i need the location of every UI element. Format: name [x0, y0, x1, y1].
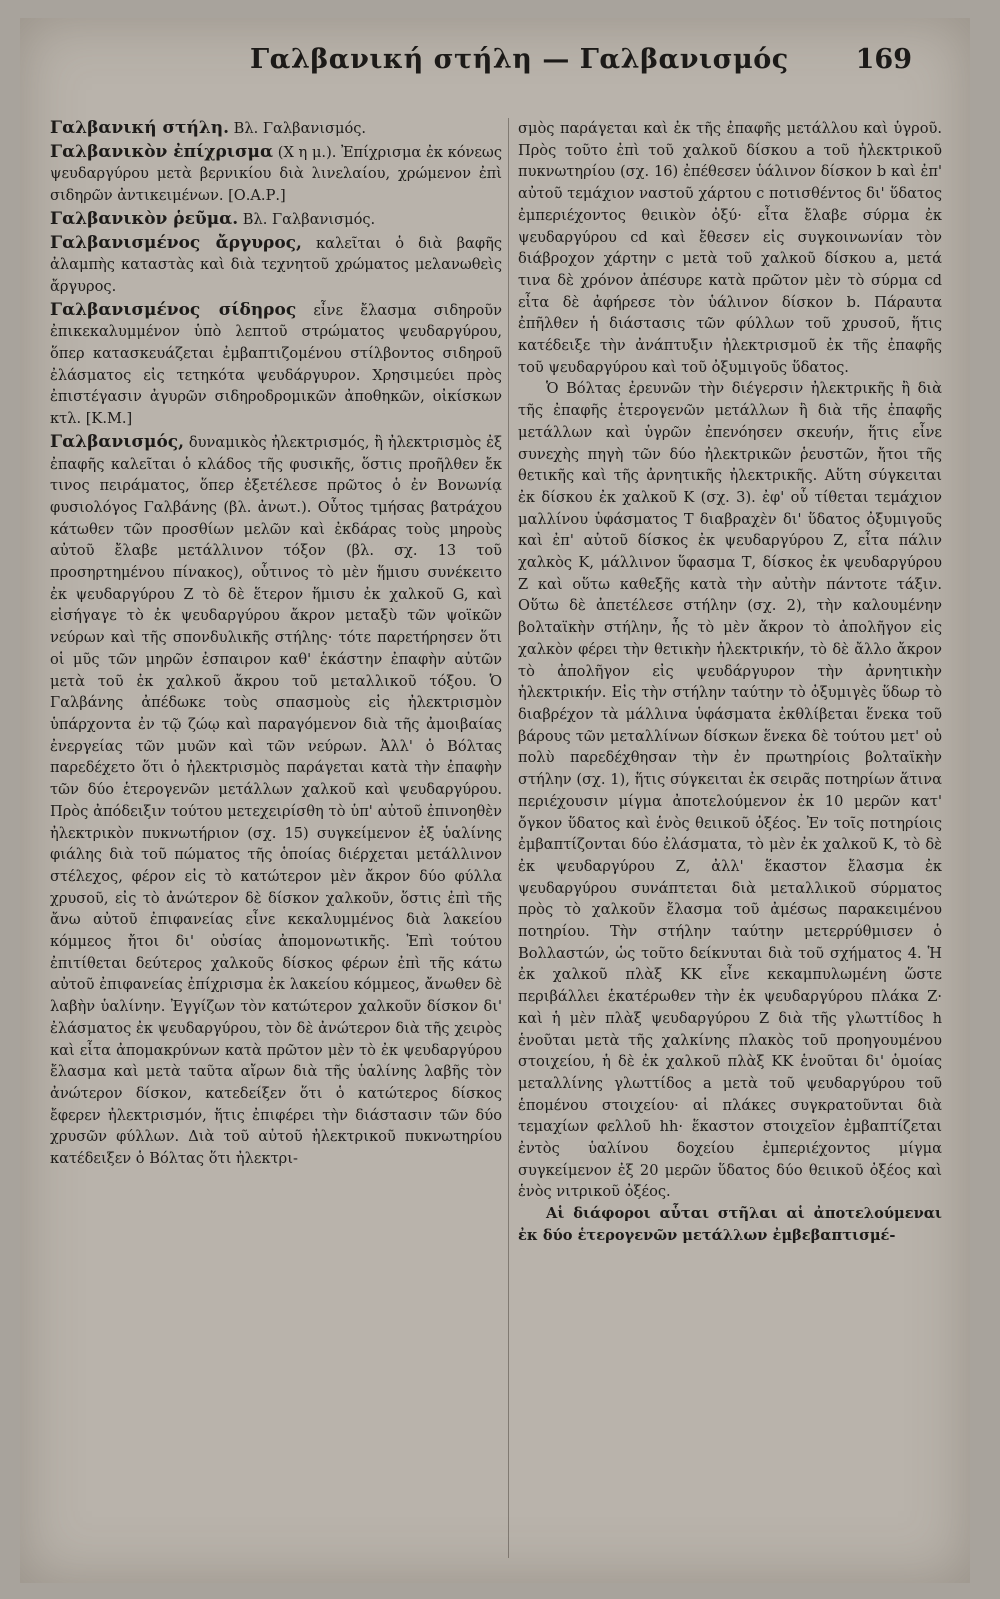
- column-divider: [508, 118, 509, 1558]
- entry-headword: Γαλβανισμένος ἄργυρος,: [50, 232, 302, 253]
- right-column: [518, 118, 942, 1247]
- body-paragraph: σμὸς παράγεται καὶ ἐκ τῆς ἐπαφῆς μετάλλου καὶ ὑγροῦ. Πρὸς τοῦτο ἐπὶ τοῦ χαλκοῦ δίσκου a τοῦ ἠλεκτρικοῦ πυκνωτηρίου (σχ. 16) ἐπέθεσεν ὑάλινον δίσκον b καὶ ἐπ' αὐτοῦ τεμάχιον ναστοῦ χάρτου c ποτισθέντος δι' ὕδατος ἐμπεριέχοντος θειικὸν ὀξύ· εἶτα ἔλαβε σύρμα ἐκ ψευδαργύρου cd καὶ ἔθεσεν εἰς συγκοινωνίαν τὸν διάβροχον χάρτην c μετὰ τοῦ χαλκοῦ δίσκου a, μετά τινα δὲ χρόνον ἀπέσυρε κατὰ πρῶτον μὲν τὸ σύρμα cd εἶτα δὲ ἀφήρεσε τὸν ὑάλινον δίσκον b. Πάραυτα ἐπῆλθεν ἡ διάστασις τῶν φύλλων τοῦ χρυσοῦ, ἥτις κατέδειξε τὴν ἀνάπτυξιν ἠλεκτρισμοῦ ἐκ τῆς ἐπαφῆς τοῦ ψευδαργύρου καὶ τοῦ ὀξυμιγοῦς ὕδατος.: [518, 120, 942, 376]
- entry-headword: Γαλβανική στήλη.: [50, 118, 230, 138]
- running-title: Γαλβανική στήλη — Γαλβανισμός: [250, 44, 789, 75]
- page-header: [20, 40, 970, 90]
- entry-galvanikon-epichrisma: [50, 142, 502, 207]
- entry-text: Βλ. Γαλβανισμός.: [242, 210, 376, 228]
- entry-text: εἶνε ἔλασμα σιδηροῦν ἐπικεκαλυμμένον ὑπὸ λεπτοῦ στρώματος ψευδαργύρου, ὅπερ κατασκευάζεται ἐμβαπτιζομένου στίλβοντος σιδηροῦ ἐλάσματος εἰς τετηκότα ψευδάργυρον. Χρησιμεύει πρὸς ἐπιστέγασιν ἀγυρῶν σιδηροδρομικῶν ἀποθηκῶν, οἰκίσκων κτλ. [Κ.Μ.]: [50, 301, 503, 428]
- entry-text: καλεῖται ὁ διὰ βαφῆς ἀλαμπὴς καταστὰς καὶ διὰ τεχνητοῦ χρώματος μελανωθεὶς ἄργυρος.: [50, 234, 503, 295]
- book-page: [20, 18, 970, 1583]
- entry-headword: Γαλβανικὸν ῥεῦμα.: [50, 208, 239, 229]
- entry-galvanikon-revma: [50, 209, 502, 231]
- entry-text: Βλ. Γαλβανισμός.: [233, 120, 367, 137]
- entry-galvaniki-stili: [50, 118, 502, 140]
- entry-galvanismos: [50, 432, 502, 1170]
- body-paragraph: Ὁ Βόλτας ἐρευνῶν τὴν διέγερσιν ἠλεκτρικῆς ἢ διὰ τῆς ἐπαφῆς ἑτερογενῶν μετάλλων ἢ διὰ τῆς ἐπαφῆς μετάλλων καὶ ὑγρῶν ἐπενόησεν σκευήν, ἥτις εἶνε συνεχὴς πηγὴ τῶν δύο ἠλεκτρικῶν ῥευστῶν, ἤτοι τῆς θετικῆς καὶ τῆς ἀρνητικῆς ἠλεκτρικῆς. Αὕτη σύγκειται ἐκ δίσκου ἐκ χαλκοῦ Κ (σχ. 3). ἐφ' οὗ τίθεται τεμάχιον μαλλίνου ὑφάσματος Τ διαβραχὲν δι' ὕδατος ὀξυμιγοῦς καὶ ἐπ' αὐτοῦ δίσκος ἐκ ψευδαργύρου Ζ, εἶτα πάλιν χαλκὸς Κ, μάλλινον ὕφασμα Τ, δίσκος ἐκ ψευδαργύρου Ζ καὶ οὕτω καθεξῆς κατὰ τὴν αὐτὴν πάντοτε τάξιν. Οὕτω δὲ ἀπετέλεσε στήλην (σχ. 2), τὴν καλουμένην βολταϊκὴν στήλην, ἧς τὸ μὲν ἄκρον τὸ ἀπολῆγον εἰς χαλκὸν φέρει τὴν θετικὴν ἠλεκτρικήν, τὸ δὲ ἄλλο ἄκρον τὸ ἀπολῆγον εἰς ψευδάργυρον τὴν ἀρνητικὴν ἠλεκτρικήν. Εἰς τὴν στήλην ταύτην τὸ ὀξυμιγὲς ὕδωρ τὸ διαβρέχον τὰ μάλλινα ὑφάσματα ἐκθλίβεται ἕνεκα τοῦ βάρους τῶν μεταλλίνων δίσκων ἕνεκα δὲ τούτου μετ' οὐ πολὺ παρεδέχθησαν τὴν ἐν πρωτηρίοις βολταϊκὴν στήλην (σχ. 1), ἥτις σύγκειται ἐκ σειρᾶς ποτηρίων ἅτινα περιέχουσιν μίγμα ἀποτελούμενον ἐκ 10 μερῶν κατ' ὄγκον ὕδατος καὶ ἑνὸς θειικοῦ ὀξέος. Ἐν τοῖς ποτηρίοις ἐμβαπτίζονται δύο ἐλάσματα, τὸ μὲν ἐκ χαλκοῦ Κ, τὸ δὲ ἐκ ψευδαργύρου Ζ, ἀλλ' ἕκαστον ἔλασμα ἐκ ψευδαργύρου συνάπτεται διὰ μεταλλικοῦ σύρματος πρὸς τὸ χαλκοῦν ἔλασμα τοῦ ἀμέσως παρακειμένου ποτηρίου. Τὴν στήλην ταύτην μετερρύθμισεν ὁ Βολλαστών, ὡς τοῦτο δείκνυται διὰ τοῦ σχήματος 4. Ἡ ἐκ χαλκοῦ πλὰξ ΚΚ εἶνε κεκαμπυλωμένη ὥστε περιβάλλει ἑκατέρωθεν τὴν ἐκ ψευδαργύρου πλάκα Ζ· καὶ ἡ μὲν πλὰξ ψευδαργύρου Ζ διὰ τῆς γλωττίδος h ἑνοῦται μετὰ τῆς χαλκίνης πλακὸς τοῦ προηγουμένου στοιχείου, ἡ δὲ ἐκ χαλκοῦ πλὰξ ΚΚ ἑνοῦται δι' ὁμοίας μεταλλίνης γλωττίδος a μετὰ τοῦ ψευδαργύρου τοῦ ἑπομένου στοιχείου· αἱ πλάκες συγκρατοῦνται διὰ τεμαχίων φελλοῦ hh· ἕκαστον στοιχεῖον ἐμβαπτίζεται ἐντὸς ὑαλίνου δοχείου ἐμπεριέχοντος μίγμα συγκείμενον ἐξ 20 μερῶν ὕδατος δύο θειικοῦ ὀξέος καὶ ἑνὸς νιτρικοῦ ὀξέος.: [518, 380, 942, 1201]
- closing-paragraph: Αἱ διάφοροι αὗται στῆλαι αἱ ἀποτελούμεναι ἐκ δύο ἑτερογενῶν μετάλλων ἐμβεβαπτισμέ-: [518, 1205, 942, 1244]
- page-number: 169: [855, 44, 912, 75]
- entry-text: (Χ η μ.). Ἐπίχρισμα ἐκ κόνεως ψευδαργύρου μετὰ βερνικίου διὰ λινελαίου, χρώμενον ἐπὶ σιδηρῶν ἀντικειμένων. [Ο.Α.Ρ.]: [50, 143, 502, 205]
- entry-headword: Γαλβανισμός,: [50, 431, 185, 452]
- left-column: [50, 118, 502, 1172]
- entry-headword: Γαλβανικὸν ἐπίχρισμα: [50, 141, 274, 162]
- entry-galvanismenos-sidiros: [50, 300, 502, 430]
- entry-galvanismenos-argyros: [50, 233, 502, 298]
- entry-headword: Γαλβανισμένος σίδηρος: [50, 299, 297, 320]
- entry-text: δυναμικὸς ἠλεκτρισμός, ἢ ἠλεκτρισμὸς ἐξ ἐπαφῆς καλεῖται ὁ κλάδος τῆς φυσικῆς, ὅστις προῆλθεν ἔκ τινος πειράματος, ὅπερ ἐξετέλεσε πρῶτος ὁ ἐν Βονωνίᾳ φυσιολόγος Γαλβάνης (βλ. ἀνωτ.). Οὗτος τμήσας βατράχου κάτωθεν τῶν προσθίων μελῶν καὶ ἐκδάρας τοὺς μηροὺς αὐτοῦ ἔλαβε μετάλλινον τόξον (βλ. σχ. 13 τοῦ προσηρτημένου πίνακος), οὗτινος τὸ μὲν ἥμισυ συνέκειτο ἐκ ψευδαργύρου Ζ τὸ δὲ ἕτερον ἥμισυ ἐκ χαλκοῦ G, καὶ εἰσήγαγε τὸ ἐκ ψευδαργύρου ἄκρον μεταξὺ τῶν ψοϊκῶν νεύρων καὶ τῆς σπονδυλικῆς στήλης· τότε παρετήρησεν ὅτι οἱ μῦς τῶν μηρῶν ἐσπαιρον καθ' ἑκάστην ἐπαφὴν αὐτῶν μετὰ τοῦ ἐκ χαλκοῦ ἄκρου τοῦ μεταλλικοῦ τόξου. Ὁ Γαλβάνης ἀπέδωκε τοὺς σπασμοὺς εἰς ἠλεκτρισμὸν ὑπάρχοντα ἐν τῷ ζώῳ καὶ παραγόμενον διὰ τῆς ἀμοιβαίας ἐνεργείας τῶν μυῶν καὶ τῶν νεύρων. Ἀλλ' ὁ Βόλτας παρεδέχετο ὅτι ὁ ἠλεκτρισμὸς παράγεται κατὰ τὴν ἐπαφὴν τῶν δύο ἑτερογενῶν μετάλλων χαλκοῦ καὶ ψευδαργύρου. Πρὸς ἀπόδειξιν τούτου μετεχειρίσθη τὸ ὑπ' αὐτοῦ ἐπινοηθὲν ἠλεκτρικὸν πυκνωτήριον (σχ. 15) συγκείμενον ἐξ ὑαλίνης φιάλης διὰ τοῦ πώματος τῆς ὁποίας διέρχεται μετάλλινον στέλεχος, φέρον εἰς τὸ κατώτερον μὲν ἄκρον δύο φύλλα χρυσοῦ, εἰς τὸ ἀνώτερον δὲ δίσκον χαλκοῦν, ὅστις ἐπὶ τῆς ἄνω αὐτοῦ ἐπιφανείας εἶνε κεκαλυμμένος διὰ λακείου κόμμεος ἤτοι δι' οὐσίας ἀπομονωτικῆς. Ἐπὶ τούτου ἐπιτίθεται δεύτερος χαλκοῦς δίσκος φέρων ἐπὶ τῆς κάτω αὐτοῦ ἐπιφανείας ἐπίχρισμα ἐκ λακείου κόμμεος, ἄνωθεν δὲ λαβὴν ὑαλίνην. Ἐγγίζων τὸν κατώτερον χαλκοῦν δίσκον δι' ἐλάσματος ἐκ ψευδαργύρου, τὸν δὲ ἀνώτερον διὰ τῆς χειρὸς καὶ εἶτα ἀπομακρύνων κατὰ πρῶτον μὲν τὸ ἐκ ψευδαργύρου ἔλασμα καὶ μετὰ ταῦτα αἴρων διὰ τῆς ὑαλίνης λαβῆς τὸν ἀνώτερον δίσκον, κατεδείξεν ὅτι ὁ κατώτερος δίσκος ἔφερεν ἠλεκτρισμόν, ἥτις ἐπιφέρει τὴν διάστασιν τῶν δύο χρυσῶν φύλλων. Διὰ τοῦ αὐτοῦ ἠλεκτρικοῦ πυκνωτηρίου κατέδειξεν ὁ Βόλτας ὅτι ἠλεκτρι-: [50, 433, 503, 1168]
